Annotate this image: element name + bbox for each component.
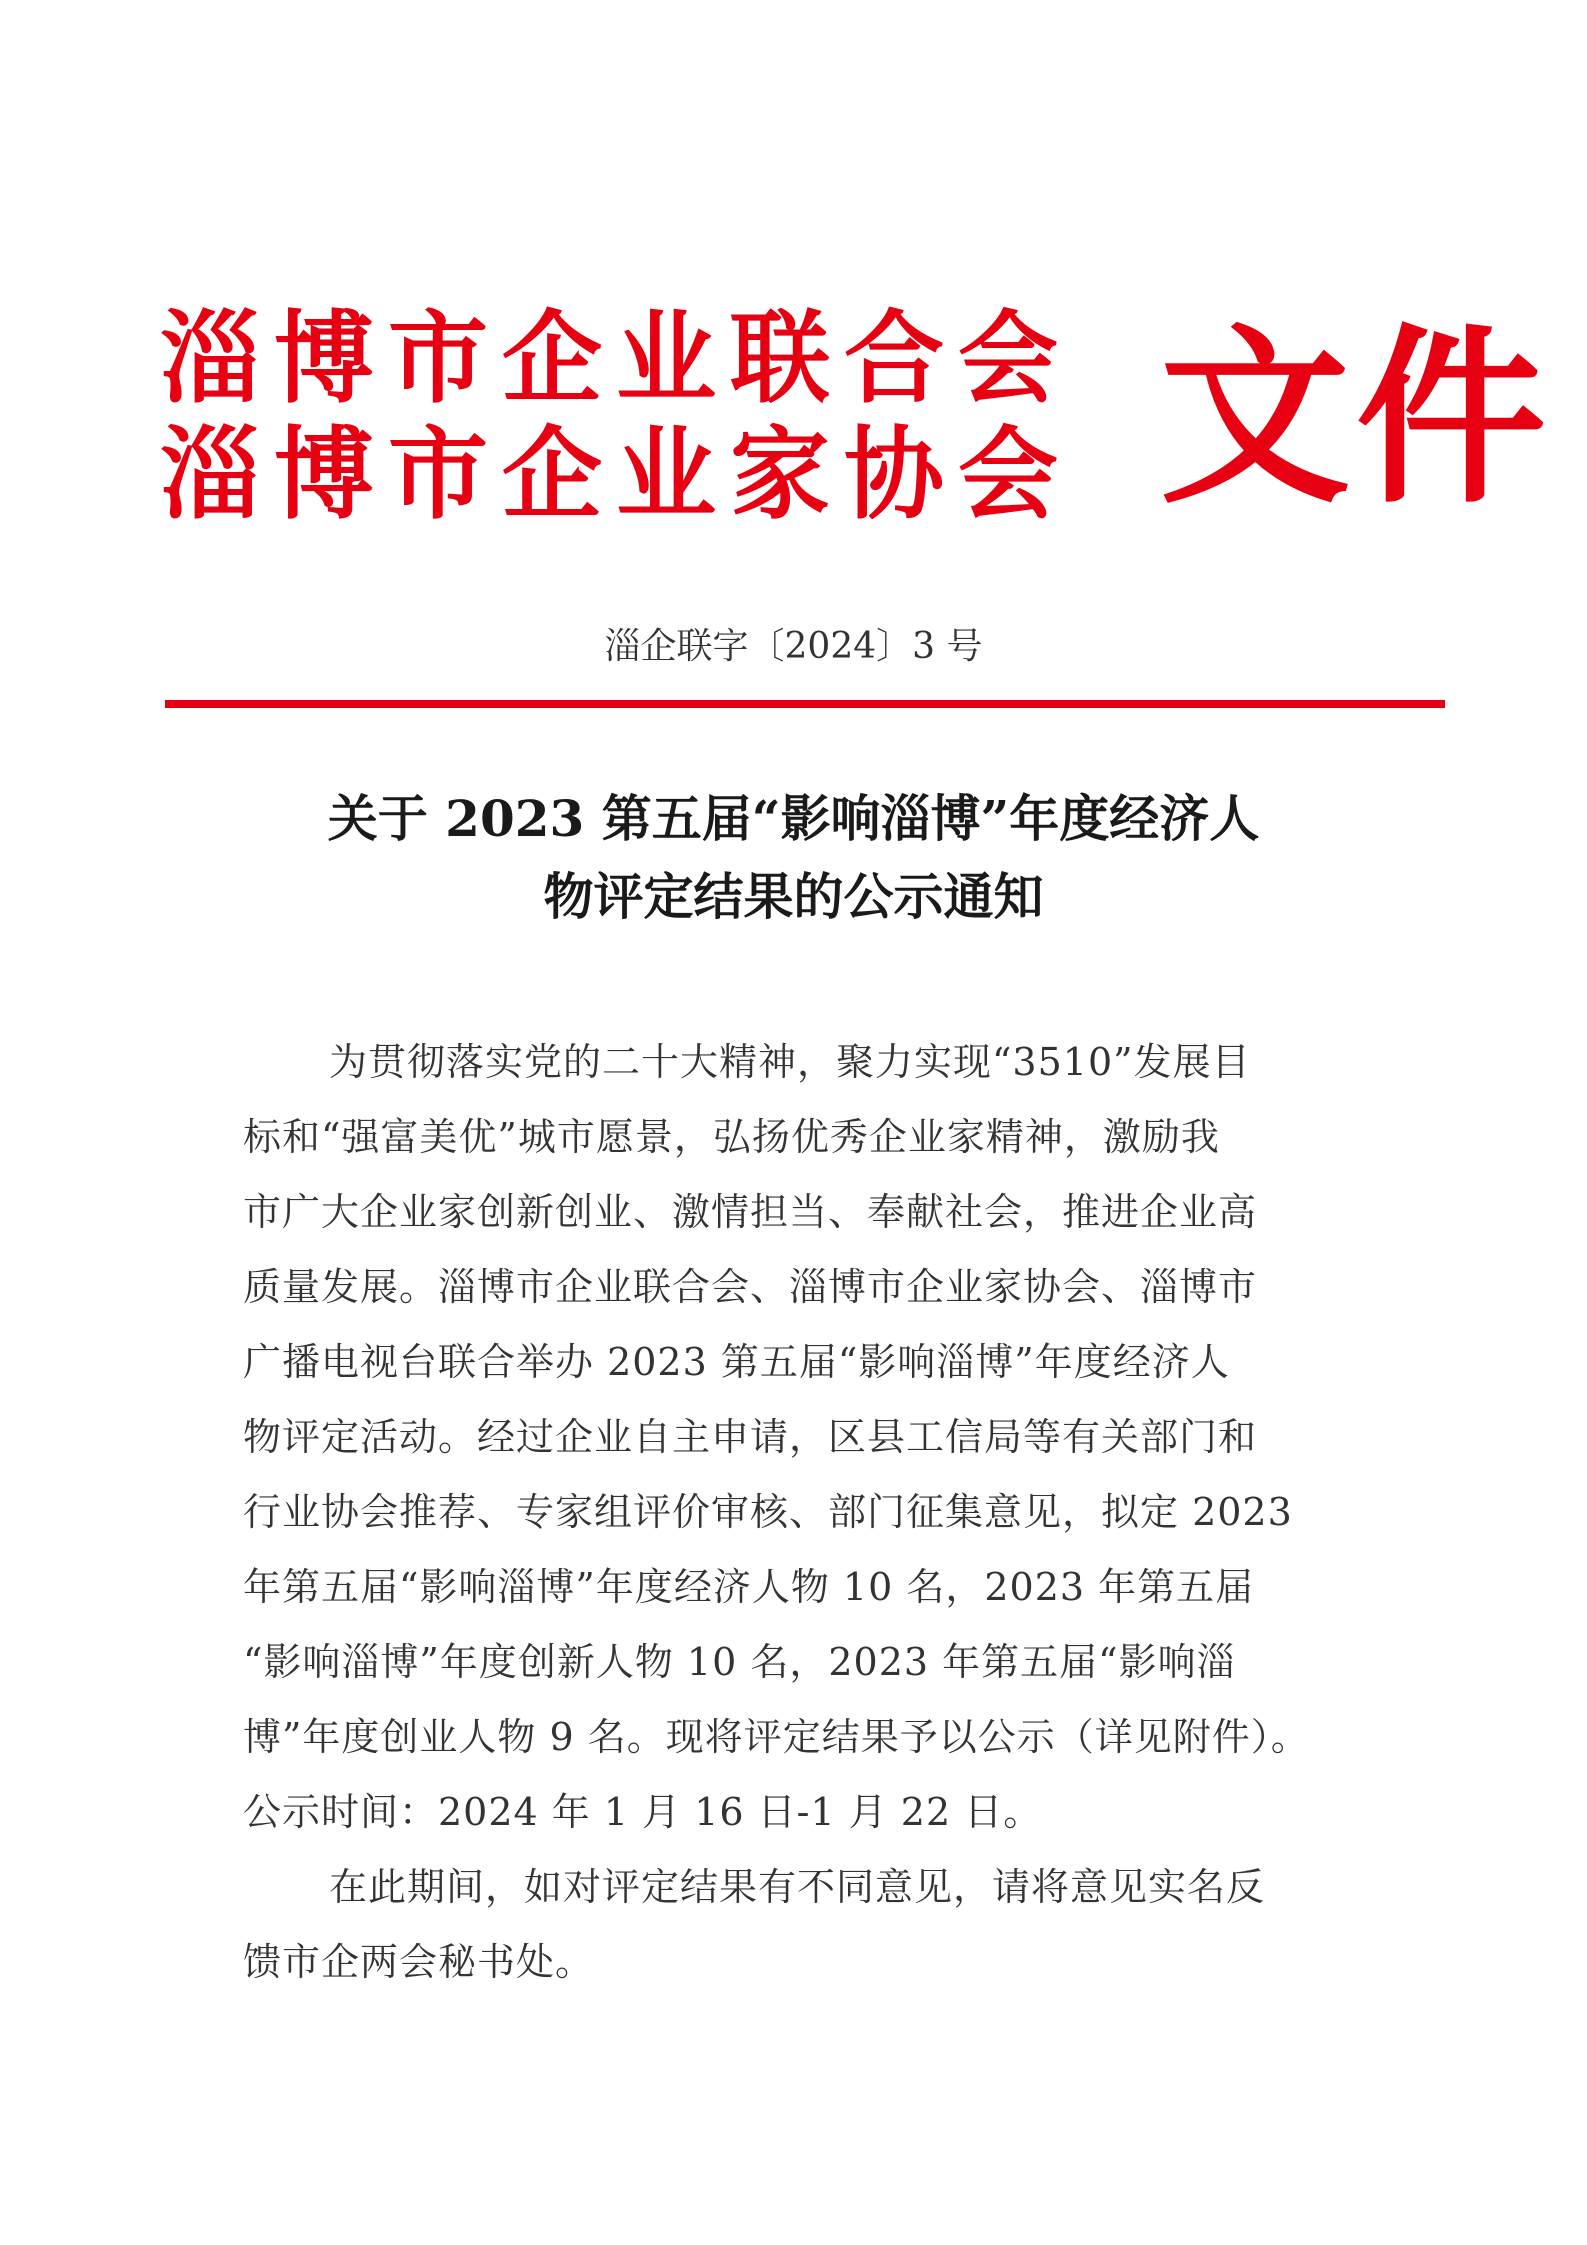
title-line-2: 物评定结果的公示通知 — [543, 867, 1044, 926]
red-masthead — [160, 299, 1553, 540]
body-line: 博”年度创业人物 9 名。现将评定结果予以公示（详见附件）。 — [243, 1715, 1310, 1759]
body-line: 物评定活动。经过企业自主申请，区县工信局等有关部门和 — [243, 1415, 1258, 1459]
body-line: 质量发展。淄博市企业联合会、淄博市企业家协会、淄博市 — [243, 1265, 1258, 1309]
document-title — [0, 780, 1587, 936]
document-number: 淄企联字〔2024〕3 号 — [604, 626, 983, 667]
body-line: 公示时间：2024 年 1 月 16 日-1 月 22 日。 — [243, 1790, 1043, 1834]
body-line: 广播电视台联合举办 2023 第五届“影响淄博”年度经济人 — [243, 1340, 1230, 1384]
body-line: 市广大企业家创新创业、激情担当、奉献社会，推进企业高 — [243, 1190, 1258, 1234]
body-line: 在此期间，如对评定结果有不同意见，请将意见实名反 — [329, 1865, 1266, 1909]
document-body — [243, 1025, 1348, 2000]
body-line: 标和“强富美优”城市愿景，弘扬优秀企业家精神，激励我 — [243, 1115, 1220, 1159]
document-label: 文件 — [1160, 306, 1553, 529]
issuing-organizations — [160, 300, 1130, 532]
org-name-1: 淄博市企业联合会 — [160, 299, 1072, 417]
body-line: “影响淄博”年度创新人物 10 名，2023 年第五届“影响淄 — [243, 1640, 1236, 1684]
paragraph-2 — [243, 1850, 1348, 2000]
body-line: 为贯彻落实党的二十大精神，聚力实现“3510”发展目 — [329, 1040, 1251, 1084]
body-line: 行业协会推荐、专家组评价审核、部门征集意见，拟定 2023 — [243, 1490, 1293, 1534]
body-line: 馈市企两会秘书处。 — [243, 1940, 595, 1984]
red-divider-line — [165, 700, 1445, 708]
org-name-2: 淄博市企业家协会 — [160, 415, 1072, 533]
body-line: 年第五届“影响淄博”年度经济人物 10 名，2023 年第五届 — [243, 1565, 1255, 1609]
title-line-1: 关于 2023 第五届“影响淄博”年度经济人 — [327, 789, 1260, 848]
paragraph-1 — [243, 1025, 1348, 1850]
